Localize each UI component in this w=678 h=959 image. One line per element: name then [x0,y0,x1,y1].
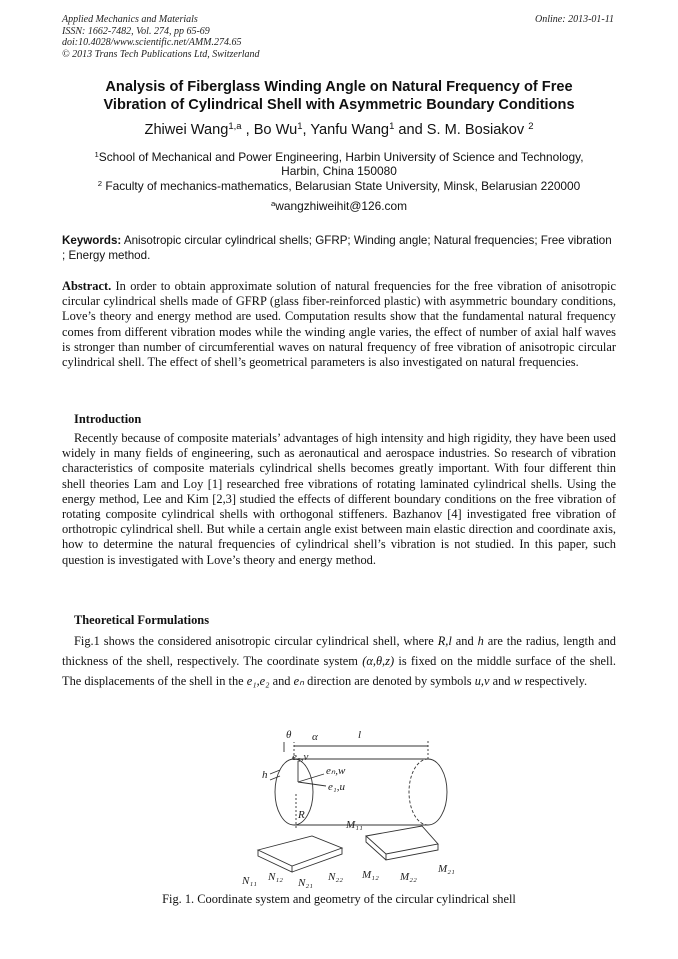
author-sup: 1,a [228,121,242,133]
online-date: Online: 2013-01-11 [535,14,614,25]
fig-label-M11: M₁₁ [346,819,363,831]
paper-title [40,78,638,114]
fig-label-N12: N₁₂ [268,871,283,883]
fig-label-N21: N₂₁ [298,877,313,889]
affiliation-text: Faculty of mechanics-mathematics, Belarusian State University, Minsk, Belarusian 220000 [102,179,581,193]
journal-header [62,14,260,60]
text-run: is fixed on the middle surface of the shell. The displacements of the shell in the [62,654,616,688]
theory-heading: Theoretical Formulations [74,613,210,627]
email-text: wangzhiweihit@126.com [275,199,407,213]
fig-label-R: R [298,809,305,821]
text-run: direction are denoted by symbols [304,674,475,688]
issn-line: ISSN: 1662-7482, Vol. 274, pp 65-69 [62,25,210,37]
math-symbol: eₙ [293,674,305,688]
keywords-label: Keywords: [62,234,122,247]
author-sup: 2 [528,121,534,133]
title-line-1: Analysis of Fiberglass Winding Angle on Natural Frequency of Free [105,79,573,95]
text-run: Fig.1 shows the considered anisotropic circular cylindrical shell, where [74,634,438,648]
author-name: and S. M. Bosiakov [394,122,529,138]
abstract-label: Abstract. [62,279,112,293]
theory-text [62,631,616,691]
copyright-line: © 2013 Trans Tech Publications Ltd, Switzerland [62,48,260,60]
author-sup: 1 [297,121,303,133]
fig-label-N11: N₁₁ [242,875,257,887]
math-symbol: w [513,674,522,688]
affiliation-text: School of Mechanical and Power Engineering, Harbin University of Science and Technology, [98,150,584,164]
author-name: , Yanfu Wang [302,122,390,138]
math-symbol: R,l [437,634,452,648]
fig-label-theta: θ [286,729,292,741]
fig-label-e1u: e₁,u [328,781,345,793]
text-run: are the radius, length and thickness of the shell, respectively. The coordinate system [62,634,616,668]
keywords-text: Anisotropic circular cylindrical shells; GFRP; Winding angle; Natural frequencies; Free vibration ; Energy method. [62,234,612,262]
affiliation-1 [40,150,638,178]
text-run: and [451,634,478,648]
text-run: and [269,674,294,688]
introduction-heading: Introduction [74,412,142,426]
figure-caption: Fig. 1. Coordinate system and geometry of the circular cylindrical shell [162,892,516,906]
text-run: and [489,674,514,688]
fig-label-M21: M₂₁ [438,863,455,875]
email-sup: a [271,199,276,209]
fig-label-N22: N₂₂ [328,871,343,883]
introduction-text: Recently because of composite materials’ advantages of high intensity and high rigidity, they have been used widely in many fields of engineering, such as aeronautical and aerospace industries. So research of vibration characteristics of composite materials cylindrical shells becomes greatly important. With four different thin shell theories Lam and Loy [1] researched free vibrations of rotating laminated cylindrical shells. Using the energy method, Lee and Kim [2,3] studied the effects of different boundary conditions on the free vibration of rotating composite cylindrical shells with orthogonal stiffeners. Bazhanov [4] investigated free vibration of orthotropic cylindrical shell. But while a certain angle exist between main elastic direction and coordinate axis, how to determine the natural frequencies of cylindrical shell’s vibration is not studied. In this paper, such question is investigated with Love’s theory and energy method. [62,431,616,567]
journal-name: Applied Mechanics and Materials [62,14,198,25]
abstract-text: In order to obtain approximate solution of natural frequencies for the free vibration of anisotropic circular cylindrical shells made of GFRP (glass fiber-reinforced plastic) with asymmetric boundary conditions, Love’s theory and energy method are used. Computation results show that the fundamental natural frequency comes from different vibration modes while the winding angle varies, the effect of number of axial half waves is stronger than number of circumferential waves on natural frequency of free vibration of anisotropic circular cylindrical shell. The effect of shell’s geometrical parameters is also investigated on natural frequencies. [62,279,616,370]
affiliation-text: Harbin, China 150080 [281,164,397,178]
affiliation-sup: 1 [94,150,99,160]
math-symbol: u,v [474,674,490,688]
math-symbol: h [477,634,484,648]
math-symbol: (α,θ,z) [362,654,395,668]
fig-label-alpha: α [312,731,318,743]
shell-geometry-figure [240,722,470,890]
keywords [62,234,616,263]
author-list [40,121,638,139]
text-run: respectively. [521,674,588,688]
fig-label-e2v: e₂,v [292,751,309,763]
affiliation-sup: 2 [97,179,103,189]
fig-label-enw: eₙ,w [326,765,346,777]
math-symbol: e₁,e₂ [246,674,270,688]
abstract [62,279,616,370]
fig-label-M22: M₂₂ [400,871,417,883]
author-name: , Bo Wu [241,122,298,138]
affiliation-2 [40,179,638,193]
fig-label-l: l [358,729,362,741]
title-line-2: Vibration of Cylindrical Shell with Asymmetric Boundary Conditions [103,97,575,113]
fig-label-M12: M₁₂ [362,869,379,881]
author-email [40,199,638,213]
doi-line: doi:10.4028/www.scientific.net/AMM.274.65 [62,37,242,48]
fig-label-h: h [262,769,268,781]
author-sup: 1 [389,121,395,133]
author-name: Zhiwei Wang [144,122,229,138]
